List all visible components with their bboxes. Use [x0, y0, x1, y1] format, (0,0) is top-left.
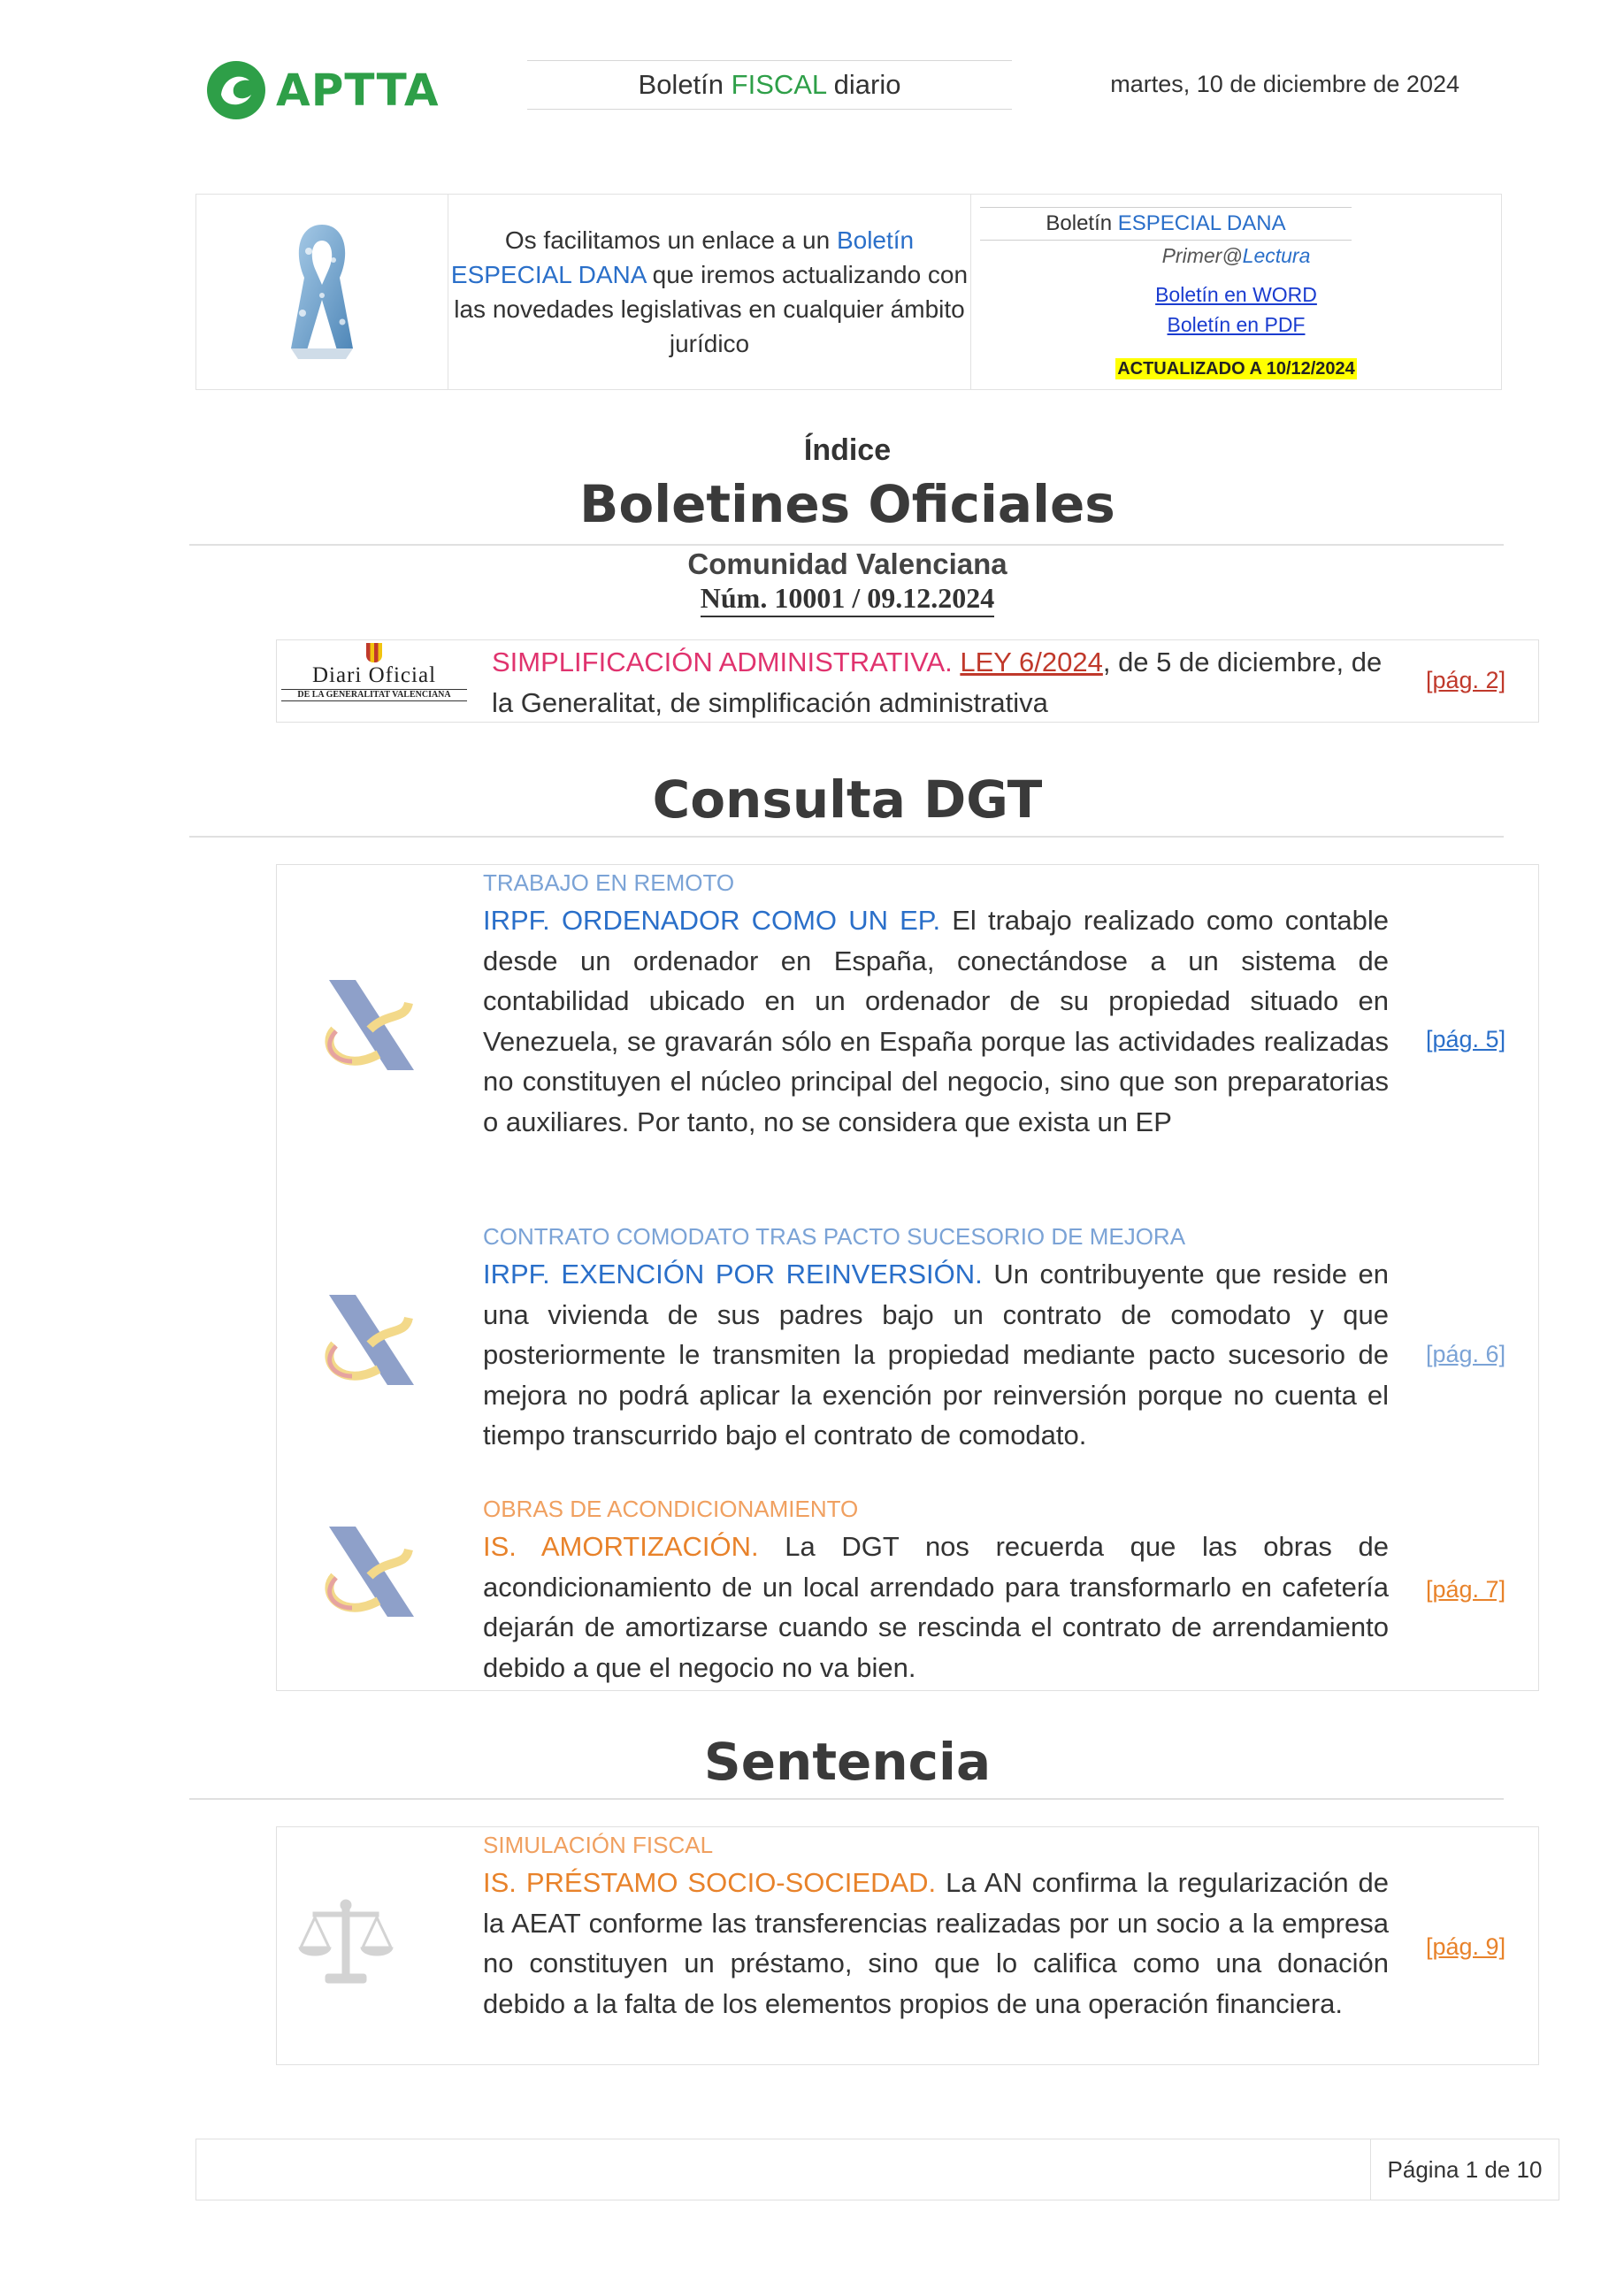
dgt2-category: CONTRATO COMODATO TRAS PACTO SUCESORIO DE MEJORA — [483, 1223, 1186, 1250]
ley-page-link[interactable]: [pág. 2] — [1426, 667, 1506, 693]
banner-text-cell — [448, 195, 971, 389]
aptta-logo — [205, 58, 453, 122]
dgt3-head: IS. AMORTIZACIÓN. — [483, 1531, 759, 1562]
dgt3-category: OBRAS DE ACONDICIONAMIENTO — [483, 1496, 859, 1522]
dgt1-page-link[interactable]: [pág. 5] — [1426, 1026, 1506, 1052]
bulletin-title: Boletín FISCAL diario — [527, 60, 1012, 110]
dana-banner — [195, 194, 1502, 390]
dgt2-head: IRPF. EXENCIÓN POR REINVERSIÓN. — [483, 1259, 983, 1290]
banner-links-cell — [971, 195, 1501, 389]
dgt2-text: IRPF. EXENCIÓN POR REINVERSIÓN. Un contribuyente que reside en una vivienda de sus padres bajo un contrato de comodato y que posteriormente le transmiten la propiedad mediante pacto sucesorio de mejora no podrá aplicar la exención por reinversión porque no cuenta el tiempo transcurrido bajo el contrato de comodato. — [483, 1259, 1390, 1450]
awareness-ribbon-icon — [273, 216, 371, 366]
page-number: Página 1 de 10 — [1370, 2139, 1559, 2200]
updated-badge: ACTUALIZADO A 10/12/2024 — [1117, 359, 1355, 379]
title-fiscal: FISCAL — [731, 69, 827, 100]
ribbon-cell — [196, 195, 448, 389]
dgt3-text: IS. AMORTIZACIÓN. La DGT nos recuerda que las obras de acondicionamiento de un local arrendado para transformarlo en cafetería dejarán de amortizarse cuando se rescinda el contrato de arrendamiento debido a que el negocio no va bien. — [483, 1531, 1389, 1683]
section-consulta: Consulta DGT — [652, 769, 1043, 830]
ley-link[interactable]: LEY 6/2024 — [960, 647, 1103, 677]
dgt1-head: IRPF. ORDENADOR COMO UN EP. — [483, 905, 941, 936]
region-title: Comunidad Valenciana — [687, 547, 1007, 580]
dogv-shield-icon — [366, 643, 382, 662]
aeat-logo-icon — [317, 1291, 423, 1389]
aeat-logo-icon — [317, 1523, 423, 1620]
logo-text: APTTA — [276, 65, 440, 116]
section-divider — [189, 836, 1504, 838]
dogv-logo: Diari Oficial DE LA GENERALITAT VALENCIANA — [281, 643, 467, 714]
aeat-logo-icon — [317, 976, 423, 1074]
dana-box-title: Boletín ESPECIAL DANA — [980, 207, 1352, 241]
pdf-link[interactable]: Boletín en PDF — [1167, 313, 1306, 336]
dgt1-text: IRPF. ORDENADOR COMO UN EP. El trabajo realizado como contable desde un ordenador en España, conectándose a un sistema de contabilidad ubicado en un ordenador de su propiedad situado en Venezuela, se gravarán sólo en España porque las actividades realizadas no constituyen el núcleo principal del negocio, sino que son preparatorias o auxiliares. Por tanto, no se considera que exista un EP — [483, 905, 1389, 1137]
section-sentencia: Sentencia — [703, 1732, 992, 1792]
entry-ley-text: SIMPLIFICACIÓN ADMINISTRATIVA. LEY 6/2024, de 5 de diciembre, de la Generalitat, de simplificación administrativa — [492, 647, 1383, 718]
sent1-head: IS. PRÉSTAMO SOCIO-SOCIEDAD. — [483, 1867, 937, 1898]
sent1-page-link[interactable]: [pág. 9] — [1426, 1933, 1506, 1960]
sent1-category: SIMULACIÓN FISCAL — [483, 1832, 714, 1858]
banner-text: Os facilitamos un enlace a un Boletín ESPECIAL DANA que iremos actualizando con las novedades legislativas en cualquier ámbito jurídico — [450, 226, 969, 357]
bulletin-date: martes, 10 de diciembre de 2024 — [1110, 71, 1459, 97]
bulletin-number: Núm. 10001 / 09.12.2024 — [0, 582, 1624, 615]
scales-of-justice-icon — [295, 1896, 396, 1988]
dgt1-category: TRABAJO EN REMOTO — [483, 869, 735, 896]
word-link[interactable]: Boletín en WORD — [1155, 283, 1317, 306]
dgt3-page-link[interactable]: [pág. 7] — [1426, 1576, 1506, 1603]
sent1-text: IS. PRÉSTAMO SOCIO-SOCIEDAD. La AN confirma la regularización de la AEAT conforme las transferencias realizadas por un socio a la empresa no constituyen un préstamo, sino que lo califica como una donación debido a la falta de los elementos propios de una operación financiera. — [483, 1867, 1389, 2019]
aptta-emblem-icon — [205, 59, 267, 121]
primer-lectura: Primer@Lectura — [1161, 244, 1311, 267]
dgt2-page-link[interactable]: [pág. 6] — [1426, 1341, 1506, 1367]
dana-link-text[interactable]: Boletín ESPECIAL DANA — [450, 226, 915, 288]
index-label: Índice — [803, 433, 892, 467]
section-divider — [189, 544, 1504, 546]
section-boletines: Boletines Oficiales — [579, 474, 1115, 534]
section-divider — [189, 1798, 1504, 1800]
entry-ley-head: SIMPLIFICACIÓN ADMINISTRATIVA. — [492, 647, 953, 677]
page-footer — [195, 2139, 1559, 2200]
